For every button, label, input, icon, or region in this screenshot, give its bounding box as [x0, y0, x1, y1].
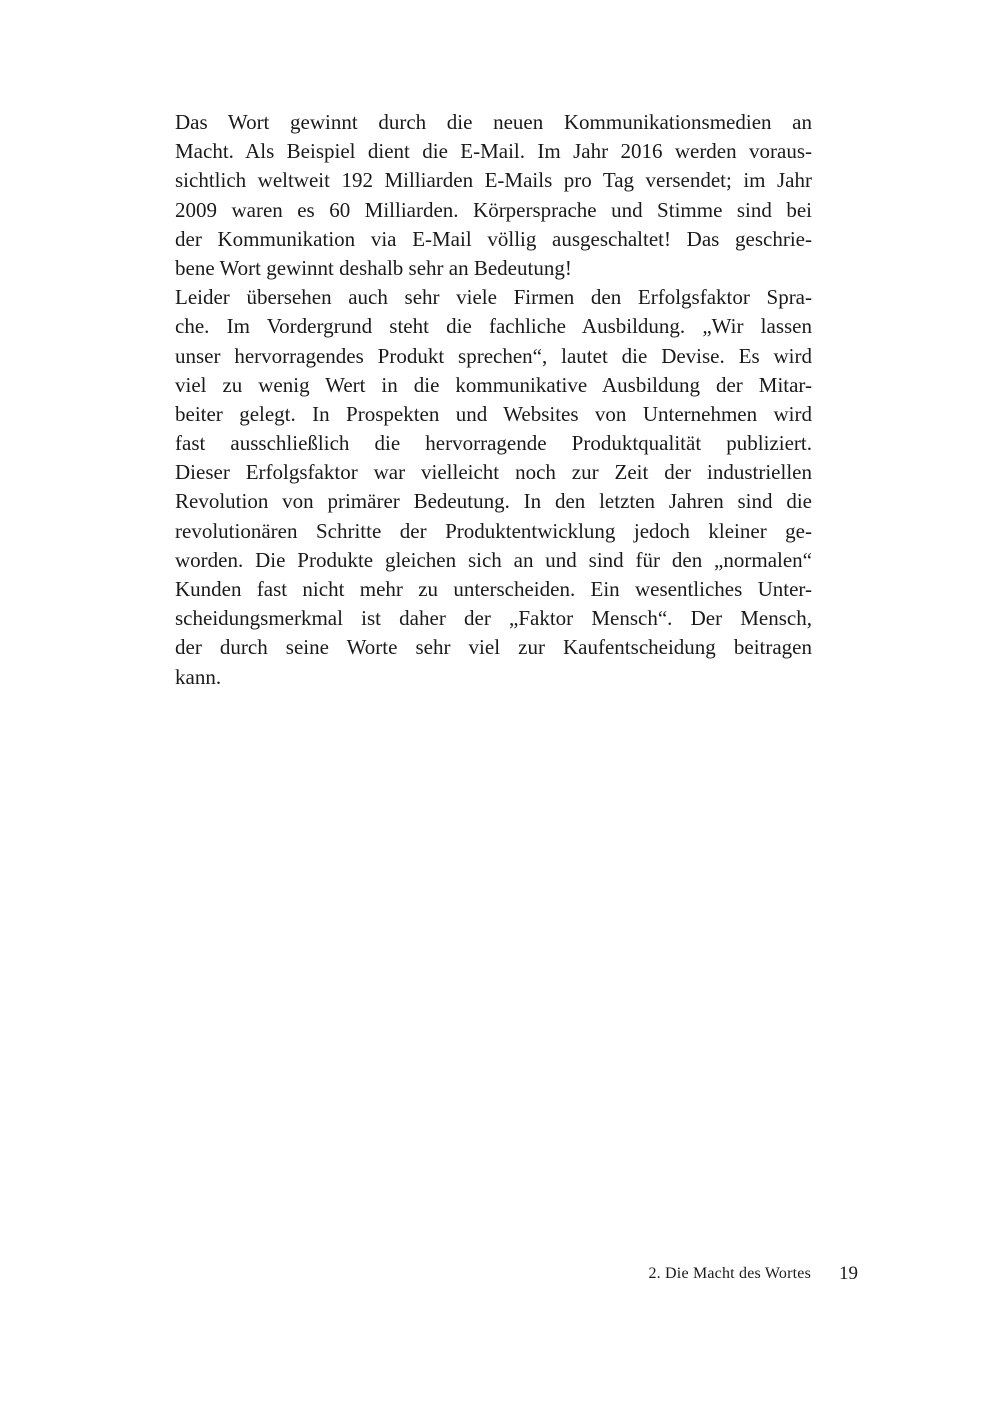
page-footer [560, 1263, 860, 1287]
text-line: worden. Die Produkte gleichen sich an und sind für den „normalen“ [175, 547, 812, 572]
body-text [175, 108, 812, 692]
text-line: scheidungsmerkmal ist daher der „Faktor Mensch“. Der Mensch, [175, 606, 812, 631]
text-line: Macht. Als Beispiel dient die E-Mail. Im Jahr 2016 werden voraus- [175, 139, 812, 164]
text-line: 2009 waren es 60 Milliarden. Körpersprache und Stimme sind bei [175, 197, 812, 222]
paragraph-2 [175, 283, 812, 692]
text-line: Leider übersehen auch sehr viele Firmen den Erfolgsfaktor Spra- [175, 285, 812, 310]
text-line: bene Wort gewinnt deshalb sehr an Bedeutung! [175, 255, 572, 280]
paragraph-1 [175, 108, 812, 283]
page-number: 19 [839, 1263, 858, 1284]
text-line: der durch seine Worte sehr viel zur Kaufentscheidung beitragen [175, 635, 812, 660]
text-line: Dieser Erfolgsfaktor war vielleicht noch zur Zeit der industriellen [175, 460, 812, 485]
text-line: Revolution von primärer Bedeutung. In den letzten Jahren sind die [175, 489, 812, 514]
text-line: revolutionären Schritte der Produktentwicklung jedoch kleiner ge- [175, 518, 812, 543]
text-line: beiter gelegt. In Prospekten und Websites von Unternehmen wird [175, 401, 812, 426]
text-line: sichtlich weltweit 192 Milliarden E-Mails pro Tag versendet; im Jahr [175, 168, 812, 193]
text-line: kann. [175, 664, 222, 689]
text-line: che. Im Vordergrund steht die fachliche Ausbildung. „Wir lassen [175, 314, 812, 339]
text-line: unser hervorragendes Produkt sprechen“, lautet die Devise. Es wird [175, 343, 812, 368]
text-line: viel zu wenig Wert in die kommunikative Ausbildung der Mitar- [175, 372, 812, 397]
text-line: der Kommunikation via E-Mail völlig ausgeschaltet! Das geschrie- [175, 226, 812, 251]
running-head: 2. Die Macht des Wortes [648, 1265, 811, 1282]
text-line: fast ausschließlich die hervorragende Produktqualität publiziert. [175, 431, 812, 456]
text-line: Kunden fast nicht mehr zu unterscheiden. Ein wesentliches Unter- [175, 577, 812, 601]
text-line: Das Wort gewinnt durch die neuen Kommunikationsmedien an [175, 110, 812, 134]
